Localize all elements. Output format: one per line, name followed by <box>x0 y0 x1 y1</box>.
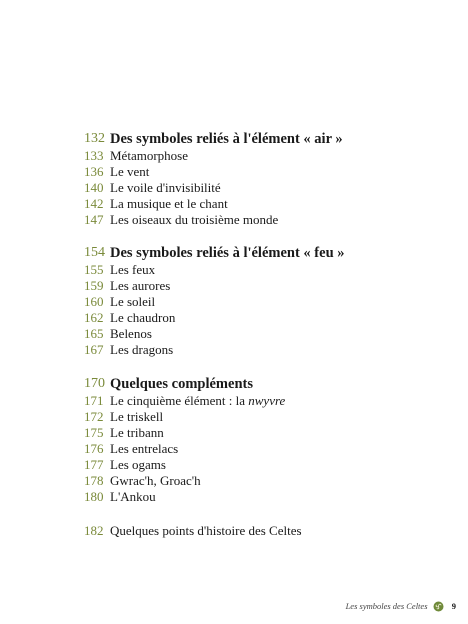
toc-entry-title: Le soleil <box>110 294 156 309</box>
toc-page-number: 175 <box>84 425 104 440</box>
toc-entry-title: Le triskell <box>110 409 164 424</box>
toc-page-number: 178 <box>84 473 104 488</box>
toc-entry-title: La musique et le chant <box>110 196 228 211</box>
toc-entry-title-italic: nwyvre <box>248 393 286 408</box>
toc-heading-title: Des symboles reliés à l'élément « air » <box>110 131 343 147</box>
toc-page-number: 176 <box>84 441 104 456</box>
toc-entry-title: Les ogams <box>110 457 166 472</box>
toc-page-number: 154 <box>84 245 105 260</box>
running-title: Les symboles des Celtes <box>345 601 428 612</box>
toc-entry-title: Métamorphose <box>110 148 188 163</box>
toc-entry-title: Gwrac'h, Groac'h <box>110 473 201 488</box>
toc-entry-title: Quelques points d'histoire des Celtes <box>110 523 302 538</box>
triskell-icon <box>433 601 444 612</box>
toc-page-number: 136 <box>84 164 104 179</box>
toc-page-number: 132 <box>84 131 105 146</box>
toc-entry-title: Le tribann <box>110 425 164 440</box>
toc-page-number: 170 <box>84 376 105 391</box>
toc-page-number: 182 <box>84 523 104 538</box>
toc-page-number: 171 <box>84 393 104 408</box>
toc-page-number: 172 <box>84 409 104 424</box>
toc-page-number: 142 <box>84 196 104 211</box>
toc-entry-title: L'Ankou <box>110 489 156 504</box>
toc-page-number: 165 <box>84 326 104 341</box>
toc-page-number: 155 <box>84 262 104 277</box>
toc-heading-title: Des symboles reliés à l'élément « feu » <box>110 245 345 261</box>
toc-entry-title: Le chaudron <box>110 310 176 325</box>
toc-entry-title: Les dragons <box>110 342 174 357</box>
toc-heading-title: Quelques compléments <box>110 376 253 392</box>
toc-entry-title-prefix: Le cinquième élément : la <box>110 393 249 408</box>
toc-entry-title: Le voile d'invisibilité <box>110 180 221 195</box>
toc-page-number: 133 <box>84 148 104 163</box>
toc-page-number: 162 <box>84 310 104 325</box>
toc-page-number: 147 <box>84 212 104 227</box>
page-footer <box>346 598 456 612</box>
toc-page-number: 159 <box>84 278 104 293</box>
toc-page-number: 167 <box>84 342 104 357</box>
toc-entry-title <box>110 393 285 409</box>
toc-entry-title: Les aurores <box>110 278 171 293</box>
toc-page-number: 140 <box>84 180 104 195</box>
toc-page-number: 180 <box>84 489 104 504</box>
toc-entry-title: Le vent <box>110 164 150 179</box>
toc-entry-title: Les feux <box>110 262 156 277</box>
toc-page-number: 160 <box>84 294 104 309</box>
toc-entry-title: Les oiseaux du troisième monde <box>110 212 279 227</box>
toc-entry-title: Belenos <box>110 326 152 341</box>
page-number: 9 <box>451 601 456 612</box>
toc-entry-title: Les entrelacs <box>110 441 179 456</box>
toc-page-number: 177 <box>84 457 104 472</box>
